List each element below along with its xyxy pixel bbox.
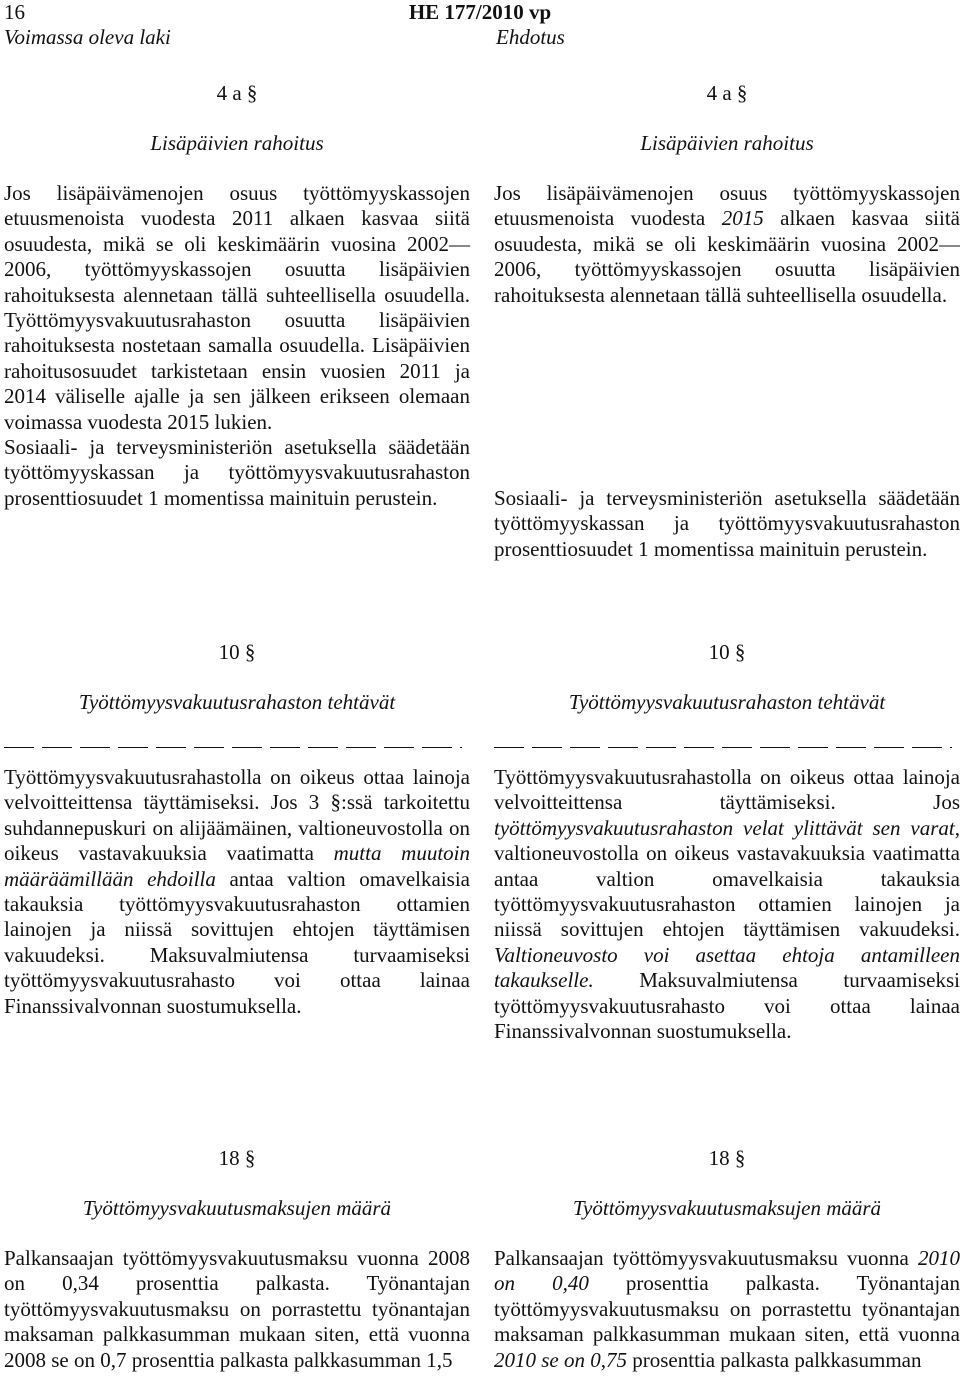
page-header [0,0,960,52]
paragraph: Jos lisäpäivämenojen osuus työttömyyskassojen etuusmenoista vuodesta 2015 alkaen kasvaa siitä osuudesta, mikä se oli keskimäärin vuosina 2002—2006, työttömyyskassojen osuutta lisäpäivien rahoituksesta alennetaan tällä suhteellisella osuudella. [494,181,960,307]
paragraph: Työttömyysvakuutusrahastolla on oikeus ottaa lainoja velvoitteittensa täyttämiseksi. Jos työttömyysvakuutusrahaston velat ylittävät sen varat, valtioneuvostolla on oikeus vastavakuuksia vaatimatta antaa valtion omavelkaisia takauksia työttömyysvakuutusrahaston ottamien lainojen ja niissä sovittujen ehtojen täyttämisen vakuudeksi. Valtioneuvosto voi asettaa ehtoja antamilleen takaukselle. Maksuvalmiutensa turvaamiseksi työttömyysvakuutusrahasto voi ottaa lainaa Finanssivalvonnan suostumuksella. [494,765,960,1044]
section-title: Lisäpäivien rahoitus [640,131,814,155]
section-number: 10 § [708,640,746,664]
paragraph: Työttömyysvakuutusrahastolla on oikeus ottaa lainoja velvoitteittensa täyttämiseksi. Jos 3 §:ssä tarkoitettu suhdannepuskuri on alijäämäinen, valtioneuvostolla on oikeus vastavakuuksia vaatimatta mutta muutoin määräämillään ehdoilla antaa valtion omavelkaisia takauksia työttömyysvakuutusrahaston ottamien lainojen ja niissä sovittujen ehtojen täyttämisen vakuudeksi. Maksuvalmiutensa turvaamiseksi työttömyysvakuutusrahasto voi ottaa lainaa Finanssivalvonnan suostumuksella. [4,765,470,1018]
paragraph: Palkansaajan työttömyysvakuutusmaksu vuonna 2010 on 0,40 prosenttia palkasta. Työnantajan työttömyysvakuutusmaksu on porrastettu työnantajan maksaman palkkasumman mukaan siten, että vuonna 2010 se on 0,75 prosenttia palkasta palkkasumman [494,1246,960,1372]
paragraph: Sosiaali- ja terveysministeriön asetuksella säädetään työttömyyskassan ja työttömyysvakuutusrahaston prosenttiosuudet 1 momentissa mainituin perustein. [494,486,960,561]
section-number: 18 § [218,1146,256,1170]
page-number: 16 [4,0,25,24]
section-title: Työttömyysvakuutusmaksujen määrä [572,1196,882,1220]
right-column-label: Ehdotus [496,25,565,49]
left-column-label: Voimassa oleva laki [4,25,171,49]
section-title: Työttömyysvakuutusrahaston tehtävät [78,690,396,714]
section-title: Työttömyysvakuutusrahaston tehtävät [568,690,886,714]
section-number: 4 a § [216,81,258,105]
section-number: 10 § [218,640,256,664]
section-title: Työttömyysvakuutusmaksujen määrä [82,1196,392,1220]
section-number: 18 § [708,1146,746,1170]
section-number: 4 a § [706,81,748,105]
paragraph: Jos lisäpäivämenojen osuus työttömyyskassojen etuusmenoista vuodesta 2011 alkaen kasvaa siitä osuudesta, mikä se oli keskimäärin vuosina 2002—2006, työttömyyskassojen osuutta lisäpäivien rahoituksesta alennetaan tällä suhteellisella osuudella. Työttömyysvakuutusrahaston osuutta lisäpäivien rahoituksesta nostetaan samalla osuudella. Lisäpäivien rahoitusosuudet tarkistetaan ensin vuosien 2011 ja 2014 väliselle ajalle ja sen jälkeen erikseen olemaan voimassa vuodesta 2015 lukien. Sosiaali- ja terveysministeriön asetuksella säädetään työttömyyskassan ja työttömyysvakuutusrahaston prosenttiosuudet 1 momentissa mainituin perustein. [4,181,470,510]
omission-dashes [4,745,470,749]
omission-dashes [494,745,960,749]
paragraph: Palkansaajan työttömyysvakuutusmaksu vuonna 2008 on 0,34 prosenttia palkasta. Työnantajan työttömyysvakuutusmaksu on porrastettu työnantajan maksaman palkkasumman mukaan siten, että vuonna 2008 se on 0,7 prosenttia palkasta palkkasumman 1,5 [4,1246,470,1372]
section-title: Lisäpäivien rahoitus [150,131,324,155]
document-id: HE 177/2010 vp [408,0,552,24]
